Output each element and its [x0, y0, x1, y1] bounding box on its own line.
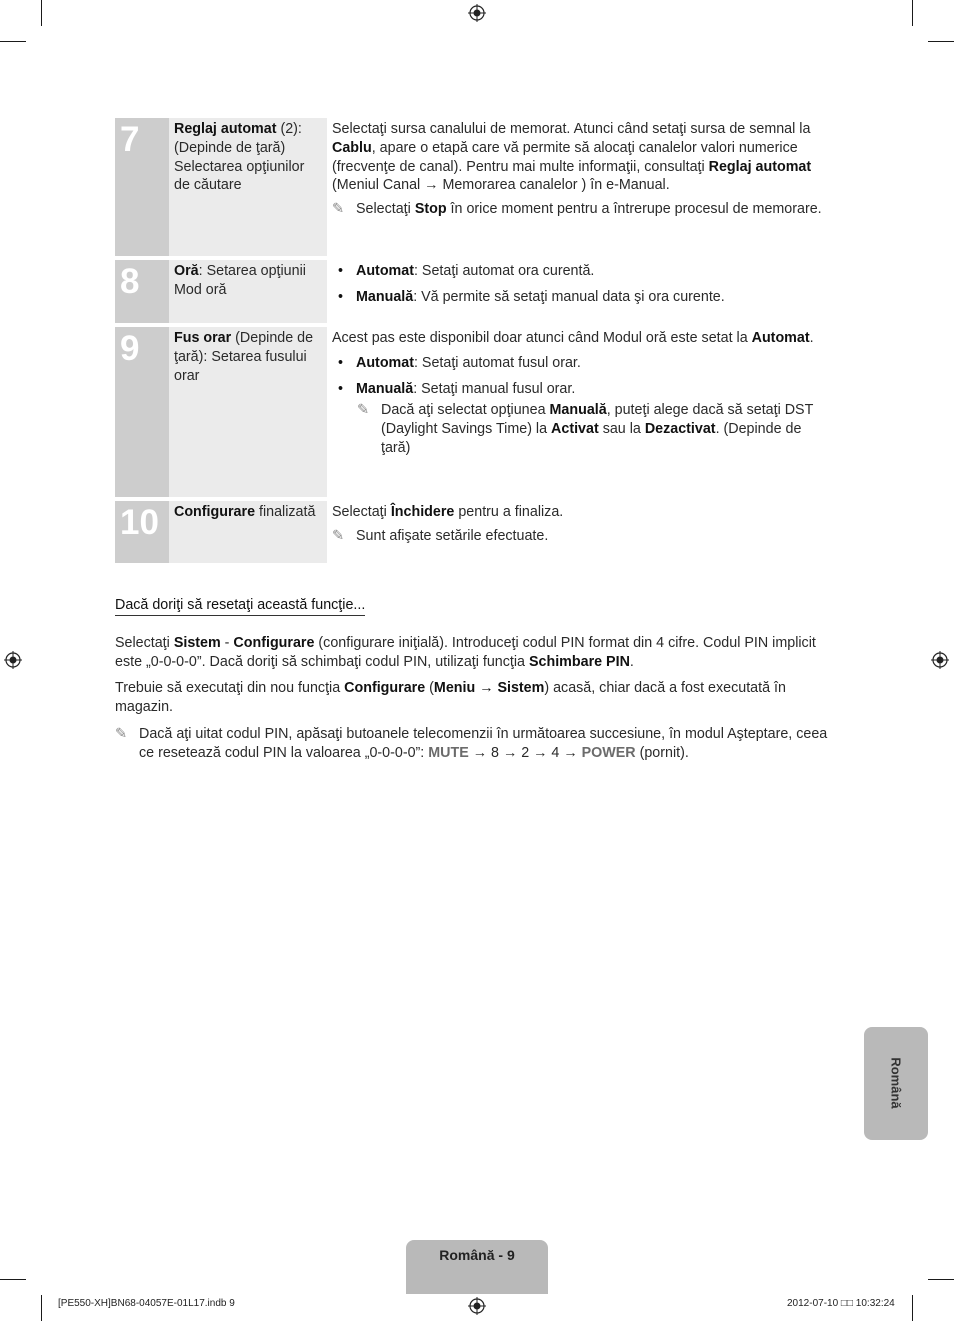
step-row: [115, 501, 829, 563]
list-item: • Manuală: Setaţi manual fusul orar.: [332, 380, 829, 399]
pencil-note-icon: ✎: [332, 201, 344, 218]
language-side-tab: Română: [864, 1027, 928, 1140]
paragraph: Trebuie să executaţi din nou funcţia Configurare (Meniu → Sistem) acasă, chiar dacă a fost executată în magazin.: [115, 680, 786, 716]
paragraph: Selectaţi Sistem - Configurare (configurare iniţială). Introduceţi codul PIN format din 4 cifre. Codul PIN implicit este „0-0-0-0”. Dacă doriţi să schimbaţi codul PIN, utilizaţi funcţia Schimbare PIN.: [115, 634, 816, 670]
step-row: [115, 327, 829, 497]
crop-mark: [0, 1279, 26, 1280]
step-number: 9: [115, 327, 169, 497]
crop-mark: [928, 1279, 954, 1280]
crop-mark: [912, 1295, 913, 1321]
note: ✎ Sunt afişate setările efectuate.: [332, 527, 549, 544]
step-description: Selectaţi sursa canalului de memorat. Atunci când setaţi sursa de semnal la Cablu, apare o etapă care vă permite să alocaţi canalelor valori numerice (frecvenţe de canal). Pentru mai multe informaţii, consultaţi Reglaj automat (Meniul Canal → Memorarea canalelor ) în e-Manual. ✎ Selectaţi Stop în orice moment pentru a întrerupe procesul de memorare.: [327, 118, 829, 256]
registration-mark-icon: [4, 651, 22, 669]
section-heading: Dacă doriţi să resetaţi această funcţie...: [115, 596, 365, 616]
step-description: [327, 260, 829, 323]
pencil-note-icon: ✎: [332, 527, 344, 544]
step-title: Fus orar (Depinde de ţară): Setarea fusului orar: [169, 327, 327, 497]
list-item: • Manuală: Vă permite să setaţi manual data şi ora curente.: [332, 288, 829, 307]
page-number-tab: Română - 9: [406, 1240, 548, 1294]
setup-steps-table: [115, 118, 829, 563]
note: ✎ Dacă aţi selectat opţiunea Manuală, puteţi alege dacă să setaţi DST (Daylight Savings Time) la Activat sau la Dezactivat. (Depinde de ţară): [357, 402, 814, 456]
step-description: Selectaţi Închidere pentru a finaliza. ✎ Sunt afişate setările efectuate.: [327, 501, 829, 563]
registration-mark-icon: [931, 651, 949, 669]
step-number: 10: [115, 501, 169, 563]
step-title: Configurare finalizată: [169, 501, 327, 563]
step-description: Acest pas este disponibil doar atunci când Modul oră este setat la Automat. • Automat: Setaţi automat fusul orar. • Manuală: Setaţi manual fusul orar. ✎ Dacă aţi selectat opţiunea Manuală, puteţi alege dacă să setaţi DST (Daylight Savings Time) la Activat sau la Dezactivat. (Depinde de ţară): [327, 327, 829, 497]
list-item: • Automat: Setaţi automat ora curentă.: [332, 262, 829, 281]
reset-section: [115, 596, 833, 763]
pencil-note-icon: ✎: [357, 402, 369, 419]
note: ✎ Selectaţi Stop în orice moment pentru a întrerupe procesul de memorare.: [332, 201, 822, 218]
crop-mark: [0, 41, 26, 42]
pencil-note-icon: ✎: [115, 725, 127, 742]
list-item: • Automat: Setaţi automat fusul orar.: [332, 354, 829, 373]
crop-mark: [912, 0, 913, 26]
step-title: Reglaj automat (2): (Depinde de ţară) Selectarea opţiunilor de căutare: [169, 118, 327, 256]
step-number: 8: [115, 260, 169, 323]
footer-timestamp: 2012-07-10 □□ 10:32:24: [787, 1298, 895, 1309]
footer-file-info: [PE550-XH]BN68-04057E-01L17.indb 9: [58, 1298, 235, 1309]
crop-mark: [928, 41, 954, 42]
crop-mark: [41, 1295, 42, 1321]
step-row: [115, 118, 829, 256]
step-number: 7: [115, 118, 169, 256]
step-row: [115, 260, 829, 323]
step-title: Oră: Setarea opţiunii Mod oră: [169, 260, 327, 323]
crop-mark: [41, 0, 42, 26]
registration-mark-icon: [468, 1297, 486, 1315]
registration-mark-icon: [468, 4, 486, 22]
note: ✎ Dacă aţi uitat codul PIN, apăsaţi butoanele telecomenzii în următoarea succesiune, în modul Aşteptare, ceea ce resetează codul PIN la valoarea „0-0-0-0”: MUTE → 8 → 2 → 4 → POWER (pornit).: [115, 725, 828, 761]
